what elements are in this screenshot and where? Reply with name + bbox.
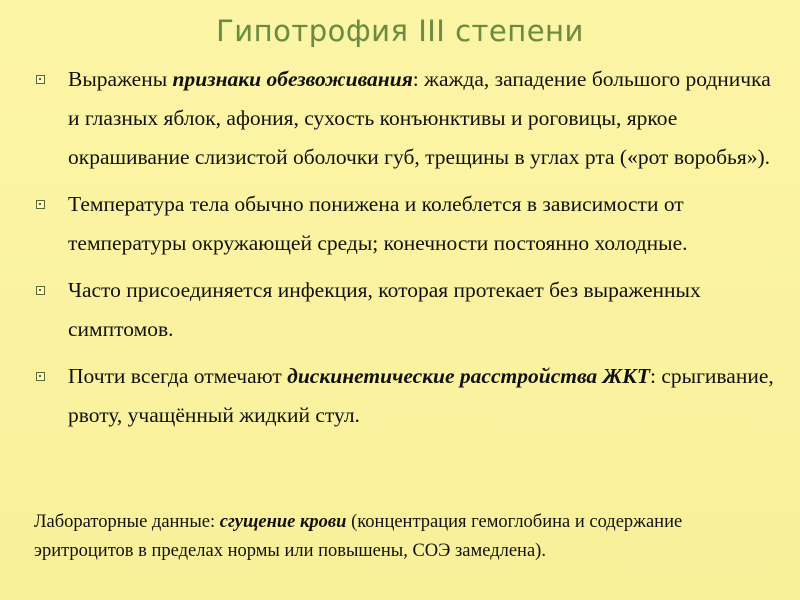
square-bullet-icon bbox=[36, 200, 45, 209]
square-bullet-icon bbox=[36, 75, 45, 84]
lab-text-emphasis: сгущение крови bbox=[219, 512, 347, 532]
bullet-text-pre: Выражены bbox=[68, 67, 173, 91]
bullet-text-post: : срыгивание, рвоту, учащённый жидкий стул. bbox=[68, 364, 774, 427]
bullet-text-emphasis: дискинетические расстройства ЖКТ bbox=[287, 364, 650, 388]
bullet-item-temperature bbox=[34, 185, 784, 263]
bullet-item-dehydration bbox=[34, 60, 784, 177]
slide-title: Гипотрофия III степени bbox=[216, 14, 584, 48]
bullet-item-infection bbox=[34, 271, 784, 349]
square-bullet-icon bbox=[36, 286, 45, 295]
bullet-text: Температура тела обычно понижена и колеблется в зависимости от температуры окружающей среды; конечности постоянно холодные. bbox=[68, 192, 688, 255]
bullet-text-pre: Почти всегда отмечают bbox=[68, 364, 288, 388]
bullet-text-emphasis: признаки обезвоживания bbox=[172, 67, 413, 91]
lab-data-paragraph bbox=[34, 508, 764, 566]
lab-text-post: (концентрация гемоглобина и содержание эритроцитов в пределах нормы или повышены, СОЭ замедлена). bbox=[34, 512, 683, 561]
lab-text-pre: Лабораторные данные: bbox=[34, 512, 220, 532]
bullet-text: Часто присоединяется инфекция, которая протекает без выраженных симптомов. bbox=[68, 278, 701, 341]
square-bullet-icon bbox=[36, 372, 45, 381]
bullet-list bbox=[34, 60, 784, 443]
bullet-item-dyskinetic bbox=[34, 357, 784, 435]
bullet-text-post: : жажда, западение большого родничка и глазных яблок, афония, сухость конъюнктивы и роговицы, яркое окрашивание слизистой оболочки губ, трещины в углах рта («рот воробья»). bbox=[68, 67, 771, 169]
